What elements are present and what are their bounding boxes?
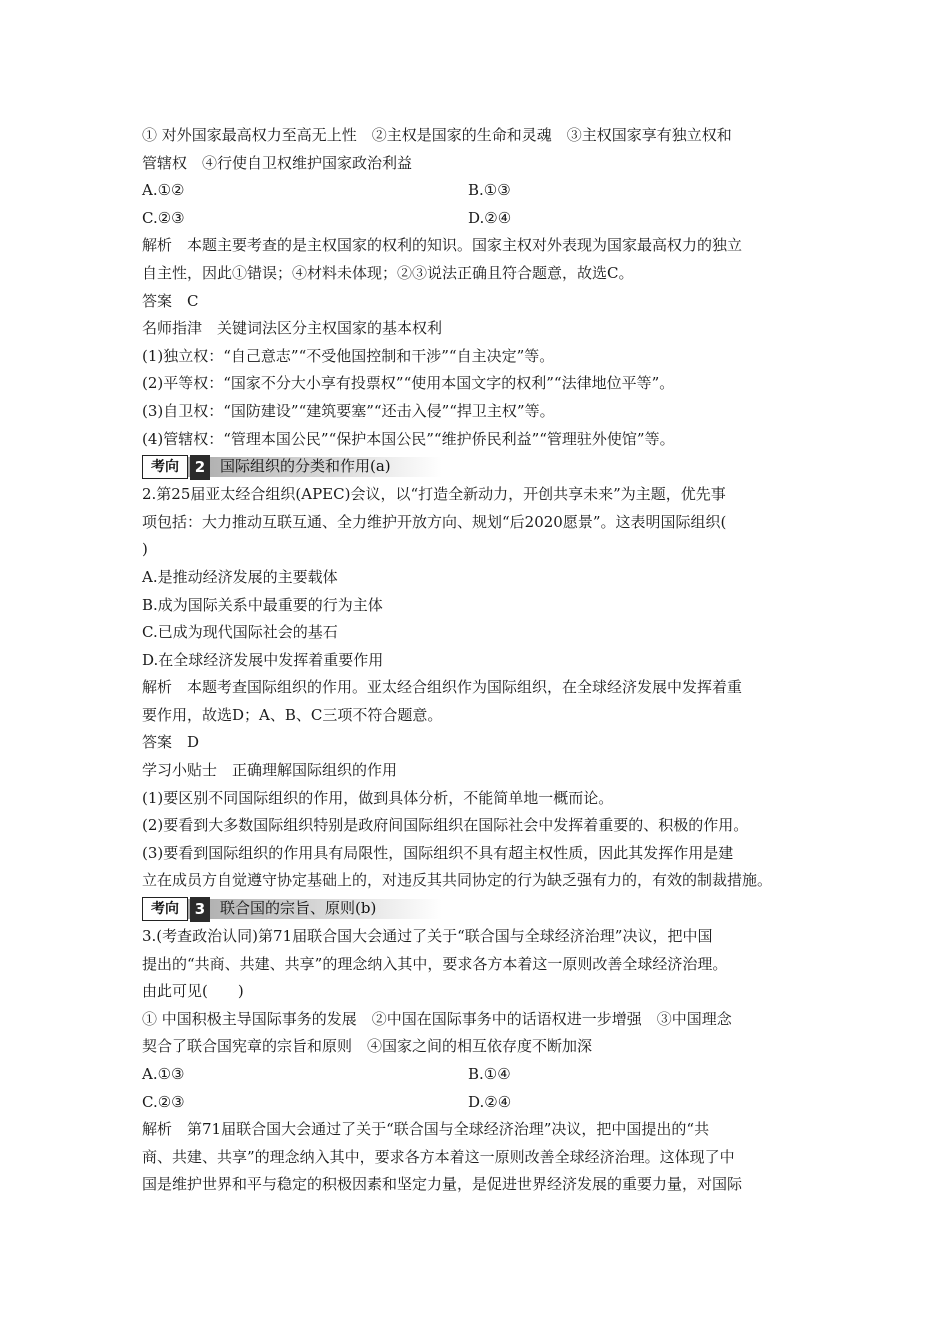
q1-option-a: A.①② — [142, 181, 185, 200]
section-3-header — [142, 897, 822, 921]
q2-stem-line2: 项包括：大力推动互联互通、全力维护开放方向、规划“后2020愿景”。这表明国际组织( — [142, 512, 727, 531]
q2-tip-3-line1: (3)要看到国际组织的作用具有局限性，国际组织不具有超主权性质，因此其发挥作用是建 — [142, 843, 734, 862]
q1-tip-title: 名师指津 关键词法区分主权国家的基本权利 — [142, 319, 443, 338]
q1-option-b: B.①③ — [468, 181, 511, 200]
section-2-header — [142, 455, 822, 479]
q1-tip-4: (4)管辖权：“管理本国公民”“保护本国公民”“维护侨民利益”“管理驻外使馆”等。 — [142, 429, 675, 448]
section-3-number: 3 — [190, 897, 210, 922]
q3-analysis-line3: 国是维护世界和平与稳定的积极因素和坚定力量，是促进世界经济发展的重要力量，对国际 — [142, 1175, 743, 1194]
q2-stem-line3: ) — [142, 540, 148, 559]
section-2-title: 国际组织的分类和作用(a) — [220, 457, 391, 476]
q1-tip-2: (2)平等权：“国家不分大小享有投票权”“使用本国文字的权利”“法律地位平等”。 — [142, 374, 675, 393]
q1-statements-line2: 管辖权 ④行使自卫权维护国家政治利益 — [142, 153, 413, 172]
q3-options-row2 — [142, 1089, 822, 1117]
q3-stem-line2: 提出的“共商、共建、共享”的理念纳入其中，要求各方本着这一原则改善全球经济治理。 — [142, 954, 728, 973]
q2-option-c: C.已成为现代国际社会的基石 — [142, 623, 338, 642]
section-3-tag: 考向 — [142, 897, 188, 921]
q2-analysis-line2: 要作用，故选D；A、B、C三项不符合题意。 — [142, 705, 443, 724]
q1-option-d: D.②④ — [468, 208, 512, 227]
q3-analysis-line2: 商、共建、共享”的理念纳入其中，要求各方本着这一原则改善全球经济治理。这体现了中 — [142, 1147, 735, 1166]
q3-stem-line1: 3.(考查政治认同)第71届联合国大会通过了关于“联合国与全球经济治理”决议，把中国 — [142, 927, 713, 946]
q2-option-b: B.成为国际关系中最重要的行为主体 — [142, 595, 383, 614]
q2-stem-line1: 2.第25届亚太经合组织(APEC)会议，以“打造全新动力，开创共享未来”为主题，优先事 — [142, 485, 726, 504]
q1-tip-1: (1)独立权：“自己意志”“不受他国控制和干涉”“自主决定”等。 — [142, 346, 555, 365]
section-2-number: 2 — [190, 455, 210, 480]
q3-statements-line2: 契合了联合国宪章的宗旨和原则 ④国家之间的相互依存度不断加深 — [142, 1037, 593, 1056]
q3-statements-line1: ① 中国积极主导国际事务的发展 ②中国在国际事务中的话语权进一步增强 ③中国理念 — [142, 1009, 732, 1028]
q2-answer: 答案 D — [142, 733, 200, 752]
q3-option-c: C.②③ — [142, 1092, 185, 1111]
q2-option-d: D.在全球经济发展中发挥着重要作用 — [142, 650, 384, 669]
q3-option-a: A.①③ — [142, 1065, 185, 1083]
q1-options-row1 — [142, 177, 822, 205]
q2-tip-1: (1)要区别不同国际组织的作用，做到具体分析，不能简单地一概而论。 — [142, 788, 614, 807]
q1-answer: 答案 C — [142, 291, 199, 310]
q3-option-b: B.①④ — [468, 1065, 511, 1083]
q3-stem-line3: 由此可见( ) — [142, 982, 244, 1001]
q3-options-row1 — [142, 1061, 822, 1089]
q1-tip-3: (3)自卫权：“国防建设”“建筑要塞”“还击入侵”“捍卫主权”等。 — [142, 401, 555, 420]
q3-option-d: D.②④ — [468, 1092, 512, 1111]
q1-options-row2 — [142, 205, 822, 233]
q1-analysis-line2: 自主性，因此①错误；④材料未体现；②③说法正确且符合题意，故选C。 — [142, 263, 634, 282]
section-2-tag: 考向 — [142, 455, 188, 479]
q1-statements-line1: ① 对外国家最高权力至高无上性 ②主权是国家的生命和灵魂 ③主权国家享有独立权和 — [142, 126, 732, 144]
q2-tip-3-line2: 立在成员方自觉遵守协定基础上的，对违反其共同协定的行为缺乏强有力的，有效的制裁措施。 — [142, 871, 773, 890]
q3-analysis-line1: 解析 第71届联合国大会通过了关于“联合国与全球经济治理”决议，把中国提出的“共 — [142, 1120, 710, 1139]
q1-analysis-line1: 解析 本题主要考查的是主权国家的权利的知识。国家主权对外表现为国家最高权力的独立 — [142, 236, 743, 255]
q1-option-c: C.②③ — [142, 208, 185, 227]
q2-option-a: A.是推动经济发展的主要载体 — [142, 567, 338, 586]
q2-tip-title: 学习小贴士 正确理解国际组织的作用 — [142, 761, 398, 780]
q2-tip-2: (2)要看到大多数国际组织特别是政府间国际组织在国际社会中发挥着重要的、积极的作用。 — [142, 816, 749, 835]
q2-analysis-line1: 解析 本题考查国际组织的作用。亚太经合组织作为国际组织，在全球经济发展中发挥着重 — [142, 678, 743, 697]
document-content — [142, 122, 822, 1199]
section-3-title: 联合国的宗旨、原则(b) — [220, 899, 377, 918]
